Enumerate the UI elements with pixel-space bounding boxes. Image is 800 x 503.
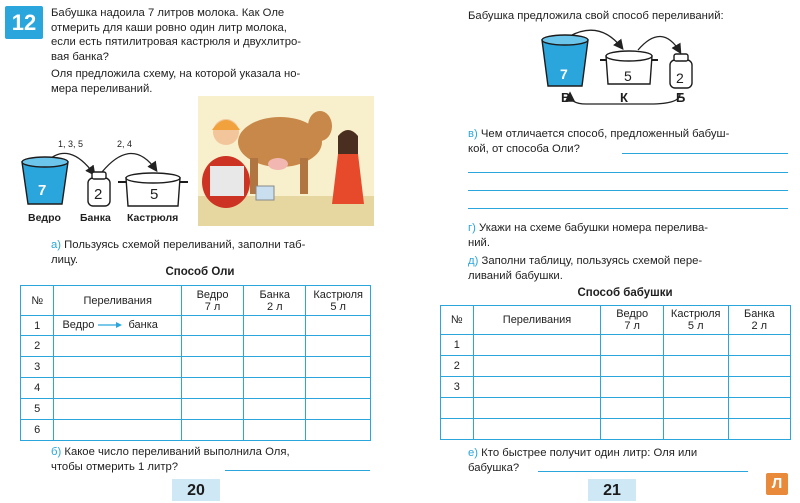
question-d-text: Заполни таблицу, пользуясь схемой пере-	[478, 255, 703, 267]
table-row	[441, 356, 791, 377]
col-pour-header: Переливания	[54, 286, 181, 316]
col-jar-unit: 2 л	[751, 320, 768, 332]
table-cell[interactable]	[306, 336, 371, 357]
question-g-text: Укажи на схеме бабушки номера перелива-	[475, 222, 708, 234]
col-pot-title: Кастрюля	[670, 308, 721, 320]
question-a-letter: а)	[51, 239, 62, 251]
answer-line-b[interactable]	[225, 470, 370, 471]
pot-label: Кастрюля	[127, 212, 179, 224]
problem-line: Бабушка надоила 7 литров молока. Как Оле	[51, 7, 285, 19]
table-cell[interactable]	[244, 378, 306, 399]
table-row	[441, 335, 791, 356]
scheme-intro	[51, 67, 369, 96]
table-header-row	[21, 286, 371, 316]
col-num-header: №	[441, 306, 474, 335]
question-d-line	[468, 254, 788, 269]
scheme-line: Оля предложила схему, на которой указала но-	[51, 68, 301, 80]
answer-line-v1[interactable]	[622, 153, 788, 154]
col-bucket-title: Ведро	[616, 308, 649, 320]
col-num-header: №	[21, 286, 54, 316]
table-cell[interactable]	[54, 357, 181, 378]
table-header-row	[441, 306, 791, 335]
table-cell[interactable]	[306, 316, 371, 336]
table-cell[interactable]	[181, 357, 243, 378]
row-num: 5	[21, 399, 54, 420]
col-jar-header	[244, 286, 306, 316]
table-cell[interactable]	[728, 356, 790, 377]
table-cell[interactable]	[663, 398, 728, 419]
question-b-letter: б)	[51, 446, 62, 458]
table-cell[interactable]	[663, 419, 728, 440]
page-number-left: 20	[172, 479, 220, 501]
table-cell[interactable]	[728, 377, 790, 398]
question-e-line	[468, 446, 788, 461]
question-b-line	[51, 445, 369, 460]
col-jar-unit: 2 л	[266, 300, 283, 313]
label-k: К	[620, 90, 628, 105]
bucket-label: Ведро	[28, 212, 61, 224]
col-pot-unit: 5 л	[687, 320, 704, 332]
row-num: 1	[21, 316, 54, 336]
question-e-letter: е)	[468, 447, 479, 459]
question-a	[51, 238, 369, 267]
bucket-value: 7	[38, 182, 47, 199]
problem-line: если есть пятилитровая кастрюля и двухлитро-	[51, 36, 302, 49]
question-b-line: чтобы отмерить 1 литр?	[51, 460, 179, 473]
table-cell[interactable]	[728, 335, 790, 356]
table-cell[interactable]	[306, 399, 371, 420]
label-v: В	[561, 90, 571, 105]
table-row	[21, 399, 371, 420]
row-num: 2	[21, 336, 54, 357]
question-v-letter: в)	[468, 128, 478, 140]
table-cell[interactable]	[601, 419, 663, 440]
table-cell[interactable]	[244, 336, 306, 357]
grandma-intro: Бабушка предложила свой способ переливаний:	[468, 10, 724, 22]
table-row	[21, 316, 371, 336]
col-pour-header: Переливания	[473, 306, 601, 335]
table-cell[interactable]	[244, 399, 306, 420]
col-bucket-title: Ведро	[196, 288, 229, 301]
col-bucket-header	[601, 306, 663, 335]
table-cell[interactable]	[663, 335, 728, 356]
arrow1-label: 1, 3, 5	[58, 139, 84, 149]
col-bucket-header	[181, 286, 243, 316]
table-cell[interactable]	[601, 377, 663, 398]
question-g	[468, 221, 788, 250]
table-cell[interactable]	[54, 378, 181, 399]
question-d	[468, 254, 788, 283]
scheme-line: мера переливаний.	[51, 82, 153, 95]
question-v	[468, 127, 788, 156]
answer-line-v3[interactable]	[468, 190, 788, 191]
col-jar-title: Банка	[259, 288, 291, 301]
row-num: 4	[21, 378, 54, 399]
table-cell[interactable]	[473, 356, 601, 377]
question-g-line	[468, 221, 788, 236]
page-right	[400, 0, 800, 501]
publisher-logo: Л	[766, 473, 788, 495]
table-cell[interactable]	[181, 316, 243, 336]
table-cell[interactable]	[473, 398, 601, 419]
table-caption-olya: Способ Оли	[165, 266, 235, 278]
row-num	[441, 398, 474, 419]
table-cell[interactable]	[728, 419, 790, 440]
arrow-jar-to-pot	[102, 153, 156, 172]
col-pot-header	[306, 286, 371, 316]
table-cell[interactable]	[181, 399, 243, 420]
task-number-badge: 12	[5, 6, 43, 39]
row-num: 3	[441, 377, 474, 398]
table-cell[interactable]	[473, 335, 601, 356]
table-cell[interactable]	[473, 377, 601, 398]
col-pot-unit: 5 л	[330, 300, 346, 313]
question-v-line	[468, 127, 788, 142]
jar-label: Банка	[80, 212, 111, 224]
col-pot-title: Кастрюля	[313, 288, 363, 301]
arrow2-label: 2, 4	[117, 139, 133, 149]
pot-value: 5	[150, 186, 159, 203]
table-cell[interactable]	[663, 377, 728, 398]
table-row	[21, 357, 371, 378]
question-v-line: кой, от способа Оли?	[468, 142, 580, 155]
row-num: 2	[441, 356, 474, 377]
table-row	[441, 377, 791, 398]
problem-line: вая банка?	[51, 50, 109, 63]
table-cell[interactable]	[663, 356, 728, 377]
olya-table	[20, 285, 371, 441]
table-caption-grandma: Способ бабушки	[577, 287, 673, 299]
col-jar-title: Банка	[743, 308, 775, 320]
col-jar-header	[728, 306, 790, 335]
problem-line: отмерить для каши ровно один литр молока,	[51, 21, 287, 34]
question-e-line: бабушка?	[468, 461, 520, 474]
page-number-right: 21	[588, 479, 636, 501]
col-pot-header	[663, 306, 728, 335]
table-cell[interactable]	[54, 399, 181, 420]
table-cell[interactable]	[54, 420, 181, 441]
question-g-letter: г)	[468, 222, 476, 234]
table-cell[interactable]	[306, 420, 371, 441]
answer-line-v4[interactable]	[468, 208, 788, 209]
answer-line-e[interactable]	[538, 471, 748, 472]
question-a-line: лицу.	[51, 253, 79, 266]
row-num: 6	[21, 420, 54, 441]
row1-to: банка	[128, 319, 158, 332]
question-a-line	[51, 238, 369, 253]
table-cell[interactable]	[244, 357, 306, 378]
question-v-text: Чем отличается способ, предложенный бабуш-	[477, 128, 730, 140]
question-d-letter: д)	[468, 255, 479, 267]
table-row	[21, 336, 371, 357]
row1-from: Ведро	[62, 319, 95, 332]
label-b: Б	[676, 90, 686, 105]
question-g-line: ний.	[468, 236, 490, 249]
question-e-text: Кто быстрее получит один литр: Оля или	[478, 447, 698, 459]
table-row	[21, 420, 371, 441]
answer-line-v2[interactable]	[468, 172, 788, 173]
question-a-text: Пользуясь схемой переливаний, заполни таб-	[61, 239, 306, 251]
table-cell[interactable]	[601, 335, 663, 356]
grandma-table	[440, 305, 791, 440]
question-b-text: Какое число переливаний выполнила Оля,	[61, 446, 290, 458]
row-num: 3	[21, 357, 54, 378]
table-row	[441, 398, 791, 419]
col-bucket-unit: 7 л	[624, 320, 640, 332]
table-cell[interactable]	[601, 356, 663, 377]
table-cell[interactable]	[244, 316, 306, 336]
table-cell[interactable]	[601, 398, 663, 419]
jar-value: 2	[94, 186, 103, 203]
question-d-line: ливаний бабушки.	[468, 269, 563, 282]
table-cell[interactable]	[181, 336, 243, 357]
page-left	[0, 0, 400, 501]
problem-text	[51, 6, 369, 64]
milk-pail-icon	[256, 186, 274, 200]
col-bucket-unit: 7 л	[204, 300, 221, 313]
table-cell[interactable]	[473, 419, 601, 440]
table-cell[interactable]	[728, 398, 790, 419]
bucket-value-right: 7	[560, 66, 568, 82]
row1-pour-cell[interactable]	[54, 316, 181, 336]
table-row	[441, 419, 791, 440]
table-cell[interactable]	[306, 357, 371, 378]
row-num: 1	[441, 335, 474, 356]
arrow-pot-to-jar	[638, 36, 680, 52]
table-cell[interactable]	[244, 420, 306, 441]
table-cell[interactable]	[181, 420, 243, 441]
table-row	[21, 378, 371, 399]
pot-value-right: 5	[624, 68, 632, 84]
table-cell[interactable]	[54, 336, 181, 357]
jar-value-right: 2	[676, 70, 684, 86]
table-cell[interactable]	[306, 378, 371, 399]
grandma-cow-girl-illustration	[198, 96, 374, 226]
table-cell[interactable]	[181, 378, 243, 399]
row-num	[441, 419, 474, 440]
arrow-right-icon	[97, 320, 125, 332]
